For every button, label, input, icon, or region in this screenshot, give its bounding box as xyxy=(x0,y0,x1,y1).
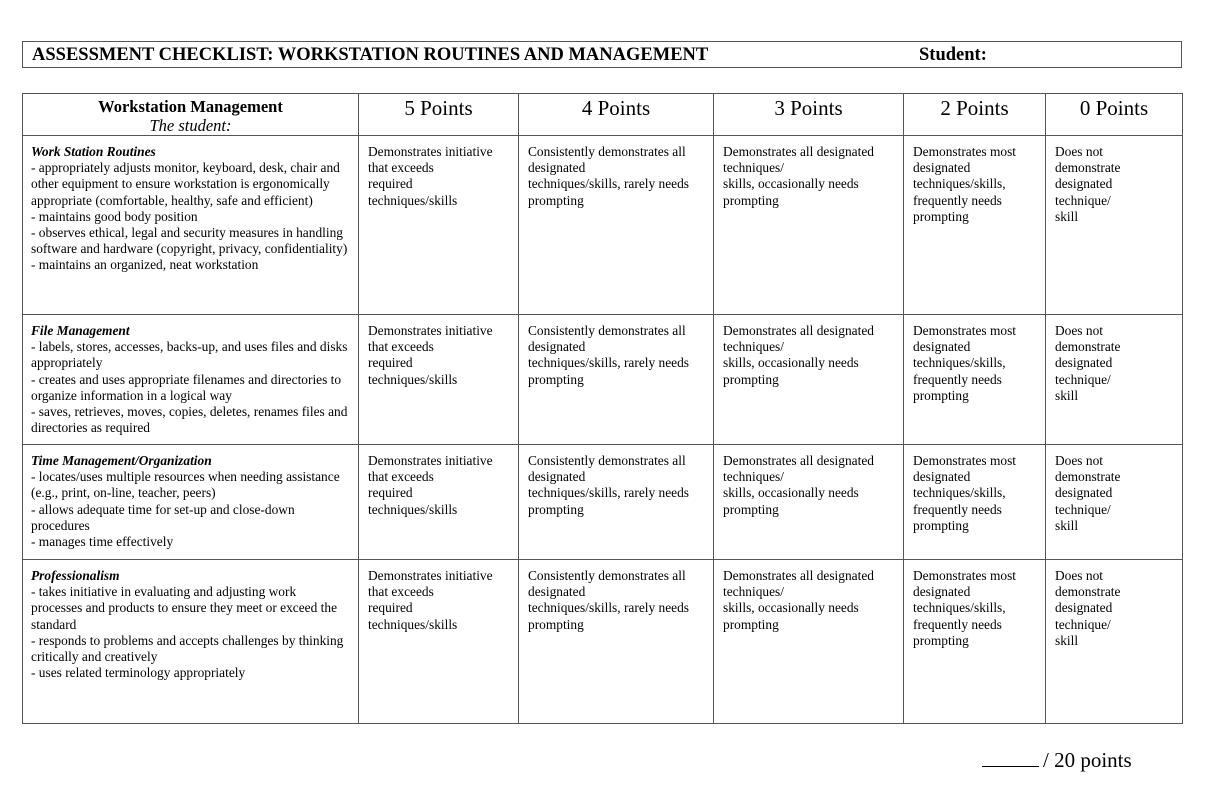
level-descriptor-cell xyxy=(359,560,519,724)
level-descriptor-cell xyxy=(714,560,904,724)
level-descriptor-cell xyxy=(519,560,714,724)
descriptor-line: techniques/skills, xyxy=(913,600,1006,616)
points-column-header: 3 Points xyxy=(714,94,904,136)
descriptor-line: required xyxy=(368,176,413,192)
level-descriptor-cell xyxy=(904,136,1046,315)
assessment-header xyxy=(22,41,1182,68)
rubric-row xyxy=(23,445,1183,560)
points-column-header: 5 Points xyxy=(359,94,519,136)
descriptor-line: Demonstrates all designated xyxy=(723,568,874,583)
total-score xyxy=(982,746,1132,773)
criterion-cell xyxy=(23,136,359,315)
descriptor-line: designated xyxy=(1055,485,1113,501)
descriptor-line: techniques/ xyxy=(723,339,784,355)
descriptor-line: frequently needs xyxy=(913,501,1002,517)
criteria-subheading: The student: xyxy=(149,116,232,135)
descriptor-line: prompting xyxy=(528,192,584,208)
descriptor-line: Demonstrates most xyxy=(913,323,1017,338)
descriptor-line: designated xyxy=(1055,600,1113,616)
descriptor-line: technique/ xyxy=(1055,501,1111,517)
criterion-name: Time Management/Organization xyxy=(31,453,212,468)
descriptor-line: techniques/skills xyxy=(368,501,458,517)
criterion-item: - manages time effectively xyxy=(31,534,174,550)
criterion-item: - uses related terminology appropriately xyxy=(31,665,246,681)
criterion-item: - labels, stores, accesses, backs-up, and uses files and disks appropriately xyxy=(31,339,348,371)
descriptor-line: designated xyxy=(913,339,971,355)
rubric-header-row xyxy=(23,94,1183,136)
descriptor-line: designated xyxy=(913,469,971,485)
descriptor-line: designated xyxy=(913,160,971,176)
descriptor-line: Demonstrates initiative xyxy=(368,323,493,338)
descriptor-line: techniques/skills, xyxy=(913,355,1006,371)
descriptor-line: required xyxy=(368,485,413,501)
descriptor-line: that exceeds xyxy=(368,469,434,485)
student-label: Student: xyxy=(919,45,987,65)
level-descriptor-cell xyxy=(714,136,904,315)
descriptor-line: Does not xyxy=(1055,144,1103,159)
descriptor-line: required xyxy=(368,355,413,371)
criterion-item: - maintains an organized, neat workstation xyxy=(31,257,259,273)
descriptor-line: designated xyxy=(913,584,971,600)
descriptor-line: techniques/skills, xyxy=(913,485,1006,501)
criterion-item: - appropriately adjusts monitor, keyboard, desk, chair and other equipment to ensure workstation is ergonomically appropriate (comfortable, healthy, safe and efficient) xyxy=(31,160,340,208)
descriptor-line: skill xyxy=(1055,208,1079,224)
descriptor-line: frequently needs xyxy=(913,616,1002,632)
criterion-item: - creates and uses appropriate filenames and directories to organize information in a logical way xyxy=(31,371,342,403)
descriptor-line: techniques/skills xyxy=(368,371,458,387)
descriptor-line: prompting xyxy=(528,616,584,632)
criterion-name: Professionalism xyxy=(31,568,120,583)
level-descriptor-cell xyxy=(1046,315,1183,445)
level-descriptor-cell xyxy=(904,560,1046,724)
descriptor-line: prompting xyxy=(913,632,969,648)
descriptor-line: demonstrate xyxy=(1055,339,1121,355)
descriptor-line: techniques/skills, rarely needs xyxy=(528,600,690,616)
descriptor-line: prompting xyxy=(913,387,969,403)
descriptor-line: skill xyxy=(1055,632,1079,648)
descriptor-line: techniques/skills, rarely needs xyxy=(528,176,690,192)
level-descriptor-cell xyxy=(904,445,1046,560)
criterion-name: File Management xyxy=(31,323,130,338)
level-descriptor-cell xyxy=(904,315,1046,445)
points-column-header: 2 Points xyxy=(904,94,1046,136)
criterion-item: - allows adequate time for set-up and close-down procedures xyxy=(31,501,295,533)
level-descriptor-cell xyxy=(359,136,519,315)
descriptor-line: designated xyxy=(1055,355,1113,371)
document-title: ASSESSMENT CHECKLIST: WORKSTATION ROUTINES AND MANAGEMENT xyxy=(32,45,709,65)
rubric-row xyxy=(23,315,1183,445)
descriptor-line: designated xyxy=(1055,176,1113,192)
descriptor-line: techniques/ xyxy=(723,584,784,600)
criterion-name: Work Station Routines xyxy=(31,144,156,159)
descriptor-line: Demonstrates all designated xyxy=(723,323,874,338)
points-column-header: 0 Points xyxy=(1046,94,1183,136)
level-descriptor-cell xyxy=(714,445,904,560)
level-descriptor-cell xyxy=(1046,560,1183,724)
level-descriptor-cell xyxy=(519,315,714,445)
descriptor-line: skill xyxy=(1055,387,1079,403)
descriptor-line: Does not xyxy=(1055,453,1103,468)
descriptor-line: prompting xyxy=(528,501,584,517)
level-descriptor-cell xyxy=(359,445,519,560)
criterion-item: - locates/uses multiple resources when needing assistance (e.g., print, on-line, teacher, peers) xyxy=(31,469,340,501)
descriptor-line: demonstrate xyxy=(1055,160,1121,176)
rubric-row xyxy=(23,136,1183,315)
criterion-item: - takes initiative in evaluating and adjusting work processes and products to ensure they meet or exceed the standard xyxy=(31,584,338,632)
descriptor-line: that exceeds xyxy=(368,584,434,600)
descriptor-line: skills, occasionally needs xyxy=(723,176,859,192)
descriptor-line: Consistently demonstrates all xyxy=(528,568,686,583)
descriptor-line: Demonstrates initiative xyxy=(368,144,493,159)
level-descriptor-cell xyxy=(519,136,714,315)
descriptor-line: technique/ xyxy=(1055,192,1111,208)
descriptor-line: Demonstrates all designated xyxy=(723,453,874,468)
criterion-cell xyxy=(23,445,359,560)
points-column-header: 4 Points xyxy=(519,94,714,136)
descriptor-line: Demonstrates most xyxy=(913,453,1017,468)
descriptor-line: skills, occasionally needs xyxy=(723,600,859,616)
descriptor-line: Consistently demonstrates all xyxy=(528,144,686,159)
criterion-item: - saves, retrieves, moves, copies, deletes, renames files and directories as required xyxy=(31,404,348,436)
descriptor-line: techniques/skills xyxy=(368,192,458,208)
descriptor-line: Demonstrates initiative xyxy=(368,568,493,583)
rubric-row xyxy=(23,560,1183,724)
descriptor-line: techniques/skills, xyxy=(913,176,1006,192)
descriptor-line: prompting xyxy=(723,616,779,632)
descriptor-line: that exceeds xyxy=(368,160,434,176)
descriptor-line: required xyxy=(368,600,413,616)
descriptor-line: prompting xyxy=(723,501,779,517)
criteria-heading: Workstation Management xyxy=(98,97,283,116)
descriptor-line: designated xyxy=(528,160,586,176)
descriptor-line: frequently needs xyxy=(913,371,1002,387)
descriptor-line: frequently needs xyxy=(913,192,1002,208)
descriptor-line: designated xyxy=(528,469,586,485)
descriptor-line: demonstrate xyxy=(1055,469,1121,485)
criterion-cell xyxy=(23,315,359,445)
level-descriptor-cell xyxy=(1046,445,1183,560)
score-blank-line[interactable] xyxy=(982,746,1039,767)
descriptor-line: technique/ xyxy=(1055,616,1111,632)
criteria-header-cell xyxy=(23,94,359,136)
descriptor-line: prompting xyxy=(913,517,969,533)
descriptor-line: designated xyxy=(528,339,586,355)
level-descriptor-cell xyxy=(1046,136,1183,315)
descriptor-line: Does not xyxy=(1055,568,1103,583)
descriptor-line: skills, occasionally needs xyxy=(723,485,859,501)
descriptor-line: Demonstrates most xyxy=(913,568,1017,583)
descriptor-line: Consistently demonstrates all xyxy=(528,453,686,468)
descriptor-line: techniques/ xyxy=(723,160,784,176)
descriptor-line: techniques/ xyxy=(723,469,784,485)
descriptor-line: Demonstrates initiative xyxy=(368,453,493,468)
criterion-item: - observes ethical, legal and security measures in handling software and hardware (copyright, privacy, confidentiality) xyxy=(31,225,348,257)
descriptor-line: skills, occasionally needs xyxy=(723,355,859,371)
criterion-item: - maintains good body position xyxy=(31,208,198,224)
descriptor-line: prompting xyxy=(913,208,969,224)
descriptor-line: skill xyxy=(1055,517,1079,533)
descriptor-line: designated xyxy=(528,584,586,600)
level-descriptor-cell xyxy=(359,315,519,445)
descriptor-line: Consistently demonstrates all xyxy=(528,323,686,338)
criterion-cell xyxy=(23,560,359,724)
total-points-label: / 20 points xyxy=(1043,748,1132,772)
descriptor-line: technique/ xyxy=(1055,371,1111,387)
level-descriptor-cell xyxy=(714,315,904,445)
descriptor-line: Demonstrates all designated xyxy=(723,144,874,159)
descriptor-line: Demonstrates most xyxy=(913,144,1017,159)
rubric-table xyxy=(22,93,1183,724)
descriptor-line: that exceeds xyxy=(368,339,434,355)
descriptor-line: demonstrate xyxy=(1055,584,1121,600)
descriptor-line: prompting xyxy=(528,371,584,387)
criterion-item: - responds to problems and accepts challenges by thinking critically and creatively xyxy=(31,632,344,665)
level-descriptor-cell xyxy=(519,445,714,560)
descriptor-line: prompting xyxy=(723,371,779,387)
descriptor-line: techniques/skills, rarely needs xyxy=(528,485,690,501)
descriptor-line: techniques/skills, rarely needs xyxy=(528,355,690,371)
descriptor-line: techniques/skills xyxy=(368,616,458,632)
descriptor-line: Does not xyxy=(1055,323,1103,338)
descriptor-line: prompting xyxy=(723,192,779,208)
